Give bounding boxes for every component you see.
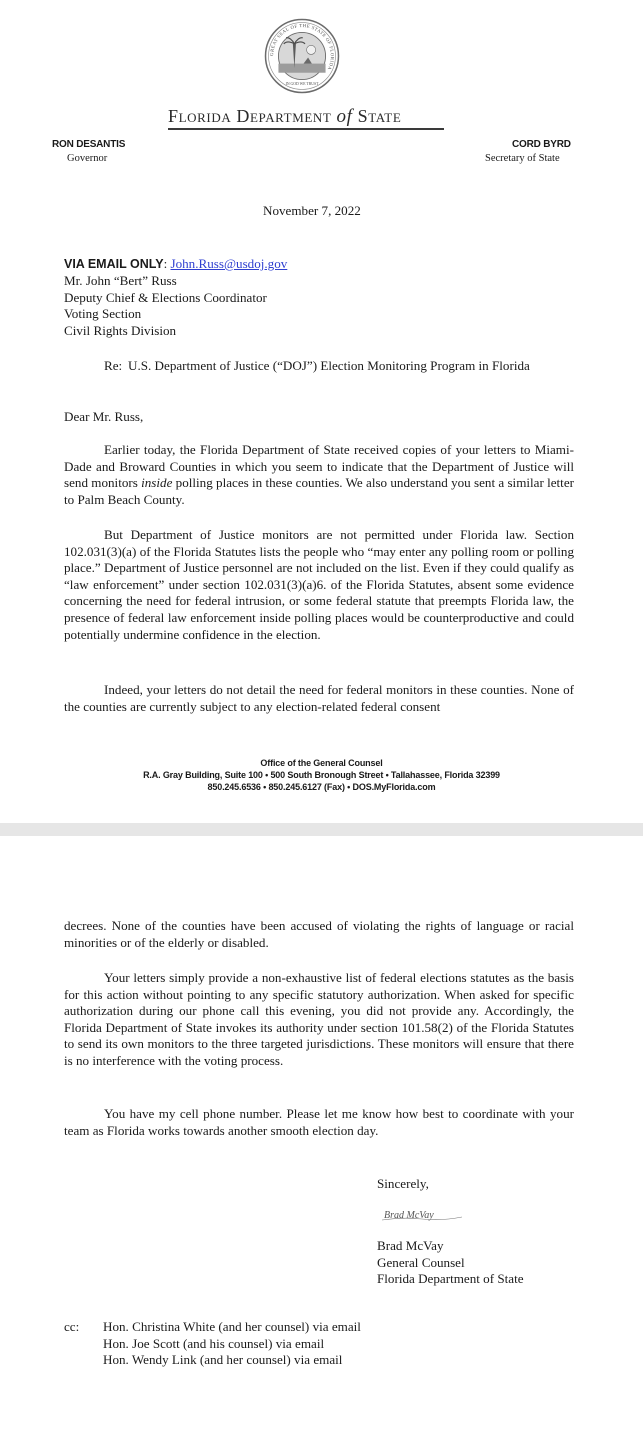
cc-item: Hon. Wendy Link (and her counsel) via email (103, 1352, 343, 1368)
recipient-line: Mr. John “Bert” Russ (64, 273, 177, 288)
agency-name (168, 106, 401, 128)
cc-item: Hon. Joe Scott (and his counsel) via email (103, 1335, 325, 1351)
page-separator (0, 823, 643, 836)
re-label: Re: (104, 358, 123, 373)
footer-office: Office of the General Counsel (260, 758, 383, 768)
via-label: VIA EMAIL ONLY (64, 257, 164, 271)
signer-block (377, 1238, 524, 1288)
state-seal-icon (264, 18, 340, 94)
paragraph-1-text-a: Earlier today, the Florida Department of State received copies of your letters to Miami-Dade and Broward Counties in which you seem to indicate that the Department of Justice will send monitors (64, 442, 574, 491)
recipient-line: Deputy Chief & Elections Coordinator (64, 289, 267, 305)
paragraph-1-text-b: polling places in these counties. We also understand you sent a similar letter to Palm Beach County. (64, 475, 574, 507)
signature-text: Brad McVay (384, 1210, 434, 1221)
closing: Sincerely, (377, 1176, 429, 1191)
cc-item: Hon. Christina White (and her counsel) via email (103, 1319, 361, 1334)
secretary-name: CORD BYRD (512, 139, 571, 150)
paragraph-5: Your letters simply provide a non-exhaustive list of federal elections statutes as the basis for this action without pointing to any specific statutory authorization. When asked for specific authorization during our phone call this evening, you did not provide any. Accordingly, the Florida Department of State invokes its authority under section 101.58(2) of the Florida Statutes to send its own monitors to the three targeted jurisdictions. These monitors will ensure that there is no interference with the voting process. (64, 970, 574, 1068)
governor-title: Governor (67, 153, 108, 164)
paragraph-2: But Department of Justice monitors are not permitted under Florida law. Section 102.031(3)(a) of the Florida Statutes lists the people who “may enter any polling room or polling place.” Department of Justice personnel are not included on the list. Even if they could qualify as “law enforcement” under section 102.031(3)(a)6. of the Florida Statutes, absent some evidence concerning the need for federal intrusion, or some federal statute that preempts Florida law, the presence of federal law enforcement inside polling places would be counterproductive and could potentially undermine confidence in the election. (64, 527, 574, 642)
signer-organization: Florida Department of State (377, 1271, 524, 1287)
paragraph-6: You have my cell phone number. Please let me know how best to coordinate with your team as Florida works towards another smooth election day. (64, 1106, 574, 1138)
seal-motto: IN GOD WE TRUST (285, 81, 319, 86)
recipient-line: Voting Section (64, 306, 142, 322)
recipient-email-link[interactable]: John.Russ@usdoj.gov (170, 256, 288, 271)
letter-page-2 (0, 836, 643, 1434)
agency-name-of: of (336, 106, 353, 127)
footer-address: R.A. Gray Building, Suite 100 • 500 South Bronough Street • Tallahassee, Florida 32399 (143, 770, 500, 780)
signer-title: General Counsel (377, 1254, 465, 1270)
header-divider (168, 128, 444, 130)
paragraph-3: Indeed, your letters do not detail the need for federal monitors in these counties. None of the counties are currently subject to any election-related federal consent (64, 682, 574, 714)
letter-date: November 7, 2022 (263, 203, 361, 218)
recipient-line: Civil Rights Division (64, 322, 177, 338)
via-separator: : (163, 256, 171, 271)
signer-name: Brad McVay (377, 1238, 444, 1253)
paragraph-1-emphasis: inside (141, 475, 173, 491)
paragraph-4: decrees. None of the counties have been accused of violating the rights of language or racial minorities or of the elderly or disabled. (64, 918, 574, 950)
cc-list (103, 1319, 361, 1369)
footer-contact: 850.245.6536 • 850.245.6127 (Fax) • DOS.MyFlorida.com (207, 782, 436, 792)
signature-image (380, 1203, 464, 1225)
salutation: Dear Mr. Russ, (64, 409, 144, 424)
agency-name-pre: Florida Department (168, 106, 337, 126)
paragraph-1 (64, 442, 574, 508)
governor-name: RON DESANTIS (52, 139, 126, 150)
seal-text: GREAT SEAL OF THE STATE OF FLORIDA (270, 24, 334, 71)
recipient-address (64, 273, 267, 339)
re-subject: U.S. Department of Justice (“DOJ”) Election Monitoring Program in Florida (128, 358, 530, 373)
delivery-line (64, 256, 287, 273)
secretary-title: Secretary of State (485, 153, 560, 164)
agency-name-post: State (352, 106, 402, 126)
cc-label: cc: (64, 1319, 80, 1334)
